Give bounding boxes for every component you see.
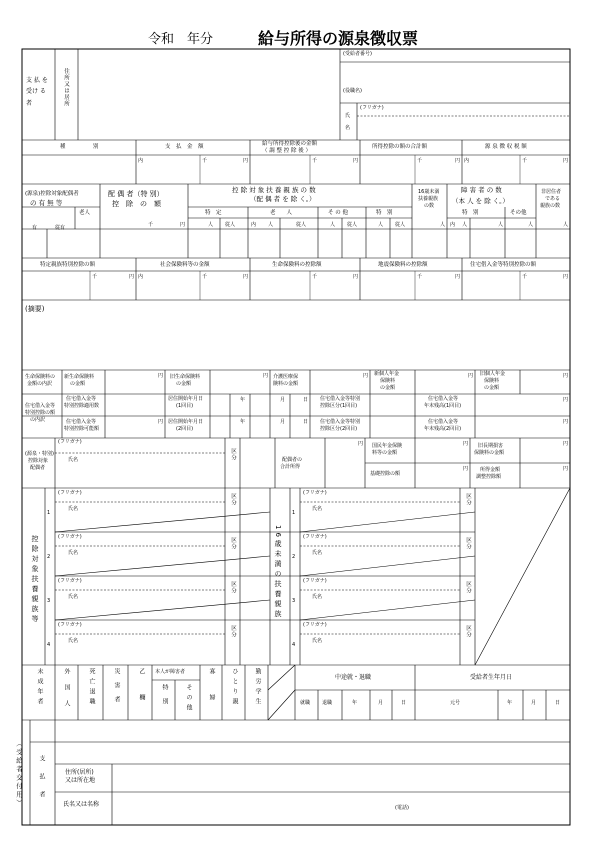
- u16-1-name: 氏名: [312, 506, 323, 512]
- housing-type-3: 住宅借入金等特別: [320, 419, 361, 425]
- housing-balance-1: 住宅借入金等: [428, 396, 459, 402]
- u16-3-name: 氏名: [312, 594, 323, 600]
- u16-2-name: 氏名: [312, 550, 323, 556]
- birth-label: 受給者生年月日: [470, 674, 513, 681]
- dep-row-num-1: 1: [47, 510, 51, 516]
- col-minor: 未成年者: [36, 668, 43, 708]
- under16-label-3: の数: [424, 203, 435, 209]
- dep4-furigana: (フリガナ): [58, 622, 82, 628]
- balance-en-2: 円: [563, 419, 569, 425]
- residence-start-4: (2回目): [176, 426, 194, 432]
- under16-label-1: 16歳未満: [418, 189, 440, 195]
- payer-name-input[interactable]: [116, 794, 390, 824]
- u16-row-num-2: 2: [292, 554, 296, 560]
- special-sp-label: 特 別: [376, 210, 393, 216]
- person-5: 人: [440, 222, 446, 228]
- res-day-1: 日: [303, 397, 309, 403]
- housing-eligible-2: 特別控除適用数: [64, 403, 100, 409]
- ins-en-2: 円: [243, 274, 249, 280]
- u16-2-furigana: (フリガナ): [303, 534, 327, 540]
- old-life-en: 円: [263, 373, 269, 379]
- recipient-number-label: (受給者番号): [343, 51, 372, 57]
- new-life-en: 円: [158, 373, 164, 379]
- specific-label: 特 定: [205, 210, 222, 216]
- summary-input[interactable]: [25, 316, 569, 370]
- type-header: 種 別: [60, 144, 99, 150]
- jyuujin-1: 従人: [225, 222, 236, 228]
- spouse-income-1: 配偶者の: [282, 457, 303, 463]
- spouse-income-2: 合計所得: [280, 464, 301, 470]
- other-label: そ の 他: [328, 210, 348, 216]
- u16-3-furigana: (フリガナ): [303, 578, 327, 584]
- subordinate-yes-label: 従有: [55, 225, 66, 231]
- ins-en-4: 円: [455, 274, 461, 280]
- dep4-name: 氏名: [68, 638, 79, 644]
- earthquake-header: 地震保険料の控除額: [378, 262, 428, 268]
- col-self-disabled: 本人が障害者: [155, 669, 186, 675]
- spouse-col-label-1: (源泉)控除対象配偶者: [25, 191, 79, 197]
- old-life-2: の金額: [176, 381, 192, 387]
- unit-sen-2: 千: [312, 158, 318, 164]
- new-pension-en: 円: [468, 373, 474, 379]
- u16-1-kubun: 区分: [465, 493, 471, 506]
- mid-month-label: 月: [378, 700, 384, 706]
- housing-possible-en: 円: [158, 419, 164, 425]
- person-7: 人: [498, 222, 504, 228]
- old-label: 老 人: [270, 210, 293, 216]
- nonresident-label-1: 非居住者: [541, 189, 562, 195]
- unit-inner-2: 内: [464, 158, 470, 164]
- col-self-disabled-special: 特別: [161, 684, 168, 712]
- unit-sen-3: 千: [417, 158, 423, 164]
- housing-breakdown-2: 特別控除の額: [25, 410, 56, 416]
- u16-row-num-4: 4: [292, 642, 296, 648]
- unit-en-4: 円: [563, 158, 569, 164]
- social-header: 社会保険料等の金額: [160, 262, 210, 268]
- payer-section-label: 支 払 を受け る 者: [26, 77, 48, 107]
- person-3: 人: [330, 222, 336, 228]
- summary-label: (摘要): [25, 305, 45, 313]
- new-life-2: の金額: [70, 381, 86, 387]
- era-label-bottom: 元号: [450, 700, 461, 706]
- old-life-1: 旧生命保険料: [170, 374, 201, 380]
- ins-en-3: 円: [353, 274, 359, 280]
- col-otsu: 乙欄: [138, 668, 145, 720]
- spouse-col-label-2: の 有 無 等: [30, 199, 63, 207]
- yes-label: 有: [32, 225, 38, 231]
- ins-sen-4: 千: [417, 274, 423, 280]
- spouse-income-en: 円: [358, 441, 364, 447]
- basic-label: 基礎控除の額: [370, 471, 401, 477]
- dep3-furigana: (フリガナ): [58, 578, 82, 584]
- address-label: 住所又は居所: [63, 68, 69, 107]
- address-input[interactable]: [80, 52, 340, 138]
- payer-phone-input[interactable]: [420, 800, 564, 822]
- furigana-label: (フリガナ): [360, 105, 384, 111]
- copy-side-label: （受給者交付用）: [15, 740, 23, 808]
- elderly-label: 老人: [79, 210, 91, 216]
- basic-en: 円: [463, 466, 469, 472]
- col-working-student: 勤労学生: [254, 668, 261, 708]
- dep2-name: 氏名: [68, 550, 79, 556]
- old-pension-1: 旧個人年金: [480, 371, 506, 377]
- form-title: 給与所得の源泉徴収票: [258, 29, 419, 48]
- residence-start-2: (1回目): [176, 403, 194, 409]
- ins-sen-5: 千: [522, 274, 528, 280]
- care-en: 円: [363, 373, 369, 379]
- residence-start-1: 居住開始年月日: [168, 396, 204, 402]
- dep1-name: 氏名: [68, 506, 79, 512]
- u16-2-kubun: 区分: [465, 537, 471, 550]
- jyuujin-3: 従人: [347, 222, 358, 228]
- housing-balance-2: 年末残高(1回目): [424, 403, 462, 409]
- spouse-kubun: 区分: [230, 448, 236, 461]
- under16-side-label: 16歳未満の扶養親族: [274, 525, 282, 620]
- payer-label: 支払者: [38, 755, 45, 809]
- balance-en-1: 円: [563, 397, 569, 403]
- inner-disabled: 内: [450, 222, 456, 228]
- ins-en-1: 円: [129, 274, 135, 280]
- unit-en-1: 円: [243, 158, 249, 164]
- phone-label: (電話): [395, 805, 409, 811]
- hire-label: 就職: [300, 700, 311, 706]
- midyear-label: 中途就・退職: [335, 674, 372, 681]
- spouse-sen: 千: [148, 222, 154, 228]
- housing-eligible-1: 住宅借入金等: [66, 396, 97, 402]
- disabled-label-2: （本 人 を 除 く。）: [452, 197, 509, 205]
- life-breakdown-2: 金額の内訳: [27, 381, 53, 387]
- ins-sen-1: 千: [92, 274, 98, 280]
- jyuujin-4: 従人: [395, 222, 406, 228]
- dep-count-label-2: （配 偶 者 を 除 く。）: [250, 195, 316, 203]
- housing-type-4: 控除区分(2回目): [320, 426, 358, 432]
- housing-type-2: 控除区分(1回目): [320, 403, 358, 409]
- spouse-en: 円: [180, 222, 186, 228]
- housing-balance-3: 住宅借入金等: [428, 419, 459, 425]
- old-longterm-1: 旧長期損害: [478, 443, 504, 449]
- specific-dep-header: 特定親族特別控除の額: [40, 262, 96, 268]
- dep2-furigana: (フリガナ): [58, 534, 82, 540]
- col-self-disabled-other: その他: [185, 684, 192, 714]
- housing-breakdown-3: の内訳: [30, 417, 46, 423]
- era-label: 令和 年分: [148, 32, 214, 47]
- tax-header: 源 泉 徴 収 税 額: [485, 144, 527, 150]
- income-adj-1: 所得金額: [480, 467, 501, 473]
- col-disaster: 災害者: [113, 668, 120, 710]
- spouse-name-label: 氏名: [68, 457, 79, 463]
- old-longterm-2: 保険料の金額: [474, 450, 505, 456]
- payer-name-label: 氏名又は名称: [63, 801, 100, 808]
- dep-row-num-4: 4: [47, 642, 51, 648]
- u16-3-kubun: 区分: [465, 581, 471, 594]
- income-adj-2: 調整控除額: [476, 474, 502, 480]
- dep2-kubun: 区分: [230, 537, 236, 550]
- disabled-other-label: その他: [510, 210, 527, 216]
- nonresident-label-2: である: [545, 196, 561, 202]
- old-pension-en: 円: [563, 373, 569, 379]
- person-9: 人: [563, 222, 569, 228]
- new-pension-2: 保険料: [380, 378, 396, 384]
- new-life-1: 新生命保険料: [64, 374, 95, 380]
- payer-address-label-1: 住所(居所): [65, 769, 94, 776]
- dep3-kubun: 区分: [230, 581, 236, 594]
- life-header: 生命保険料の控除額: [272, 262, 322, 268]
- housing-breakdown-1: 住宅借入金等: [25, 403, 56, 409]
- col-death: 死亡退職: [88, 668, 95, 708]
- housing-header: 住宅借入金等特別控除の額: [470, 262, 537, 268]
- person-8: 人: [528, 222, 534, 228]
- person-6: 人: [462, 222, 468, 228]
- person-1: 人: [208, 222, 214, 228]
- res-month-1: 月: [280, 397, 286, 403]
- inner-old: 内: [251, 222, 257, 228]
- birth-month-label: 月: [531, 700, 537, 706]
- payment-header: 支 払 金 額: [165, 144, 204, 150]
- res-day-2: 日: [303, 419, 309, 425]
- position-label: (役職名): [343, 88, 362, 94]
- housing-possible-2: 特別控除可能額: [64, 426, 100, 432]
- unit-sen-1: 千: [202, 158, 208, 164]
- spouse-block-label-2: 控除対象: [28, 458, 49, 464]
- retire-label: 退職: [322, 700, 333, 706]
- pension-en: 円: [463, 441, 469, 447]
- ins-inner: 内: [138, 274, 144, 280]
- life-breakdown-1: 生命保険料の: [25, 374, 56, 380]
- housing-possible-1: 住宅借入金等: [66, 419, 97, 425]
- col-single-parent: ひとり親: [231, 668, 238, 708]
- unit-en-2: 円: [353, 158, 359, 164]
- care-1: 介護医療保: [273, 374, 299, 380]
- pension-2: 料等の金額: [372, 450, 398, 456]
- person-4: 人: [378, 222, 384, 228]
- unit-en-3: 円: [455, 158, 461, 164]
- spouse-furigana: (フリガナ): [58, 439, 82, 445]
- person-2: 人: [268, 222, 274, 228]
- mid-year-label: 年: [352, 700, 358, 706]
- u16-row-num-3: 3: [292, 598, 296, 604]
- old-longterm-en: 円: [563, 441, 569, 447]
- housing-balance-4: 年末残高(2回目): [424, 426, 462, 432]
- res-year-1: 年: [240, 397, 246, 403]
- dep-row-num-2: 2: [47, 554, 51, 560]
- old-pension-3: の金額: [484, 385, 500, 391]
- ins-en-5: 円: [563, 274, 569, 280]
- mid-day-label: 日: [401, 700, 407, 706]
- col-foreigner: 外国人: [63, 668, 70, 716]
- u16-4-name: 氏名: [312, 638, 323, 644]
- u16-4-kubun: 区分: [465, 625, 471, 638]
- deduction-header-2: （ 調 整 控 除 後 ）: [262, 148, 311, 154]
- old-pension-2: 保険料: [484, 378, 500, 384]
- total-deduction-header: 所得控除の額の合計額: [372, 144, 428, 150]
- spouse-special-label-1: 配 偶 者（特 別）: [108, 190, 164, 198]
- birth-day-label: 日: [555, 700, 561, 706]
- payer-address-input[interactable]: [116, 766, 570, 792]
- housing-type-1: 住宅借入金等特別: [320, 396, 361, 402]
- nonresident-label-3: 親族の数: [540, 203, 561, 209]
- u16-1-furigana: (フリガナ): [303, 490, 327, 496]
- ins-sen-2: 千: [202, 274, 208, 280]
- dep-count-label-1: 控 除 対 象 扶 養 親 族 の 数: [232, 186, 316, 194]
- col-widow: 寡婦: [208, 668, 215, 720]
- pension-1: 国民年金保険: [372, 443, 403, 449]
- deduction-header-1: 給与所得控除後の金額: [262, 141, 318, 147]
- res-year-2: 年: [240, 419, 246, 425]
- recipient-name-input[interactable]: [360, 118, 570, 140]
- birth-year-label: 年: [507, 700, 513, 706]
- u16-4-furigana: (フリガナ): [303, 622, 327, 628]
- spouse-block-label-3: 配偶者: [30, 465, 46, 471]
- spouse-special-label-2: 控 除 の 額: [112, 200, 161, 208]
- new-pension-3: の金額: [380, 385, 396, 391]
- res-month-2: 月: [280, 419, 286, 425]
- payer-address-label-2: 又は所在地: [65, 777, 96, 784]
- care-2: 険料の金額: [273, 381, 299, 387]
- jyuujin-2: 従人: [296, 222, 307, 228]
- income-adj-en: 円: [563, 466, 569, 472]
- new-pension-1: 新個人年金: [374, 371, 400, 377]
- dep1-furigana: (フリガナ): [58, 490, 82, 496]
- disabled-label-1: 障 害 者 の 数: [461, 186, 502, 194]
- dep3-name: 氏名: [68, 594, 79, 600]
- unit-inner-1: 内: [138, 158, 144, 164]
- disabled-special-label: 特 別: [462, 210, 479, 216]
- under16-label-2: 扶養親族: [418, 196, 439, 202]
- residence-start-3: 居住開始年月日: [168, 419, 204, 425]
- dep4-kubun: 区分: [230, 625, 236, 638]
- dep1-kubun: 区分: [230, 493, 236, 506]
- name-label: 氏 名: [345, 113, 351, 131]
- dep-row-num-3: 3: [47, 598, 51, 604]
- spouse-block-label-1: (源泉・特別): [25, 451, 54, 457]
- u16-row-num-1: 1: [292, 510, 296, 516]
- unit-sen-4: 千: [522, 158, 528, 164]
- dependents-side-label: 控除対象扶養親族等: [31, 535, 39, 625]
- ins-sen-3: 千: [312, 274, 318, 280]
